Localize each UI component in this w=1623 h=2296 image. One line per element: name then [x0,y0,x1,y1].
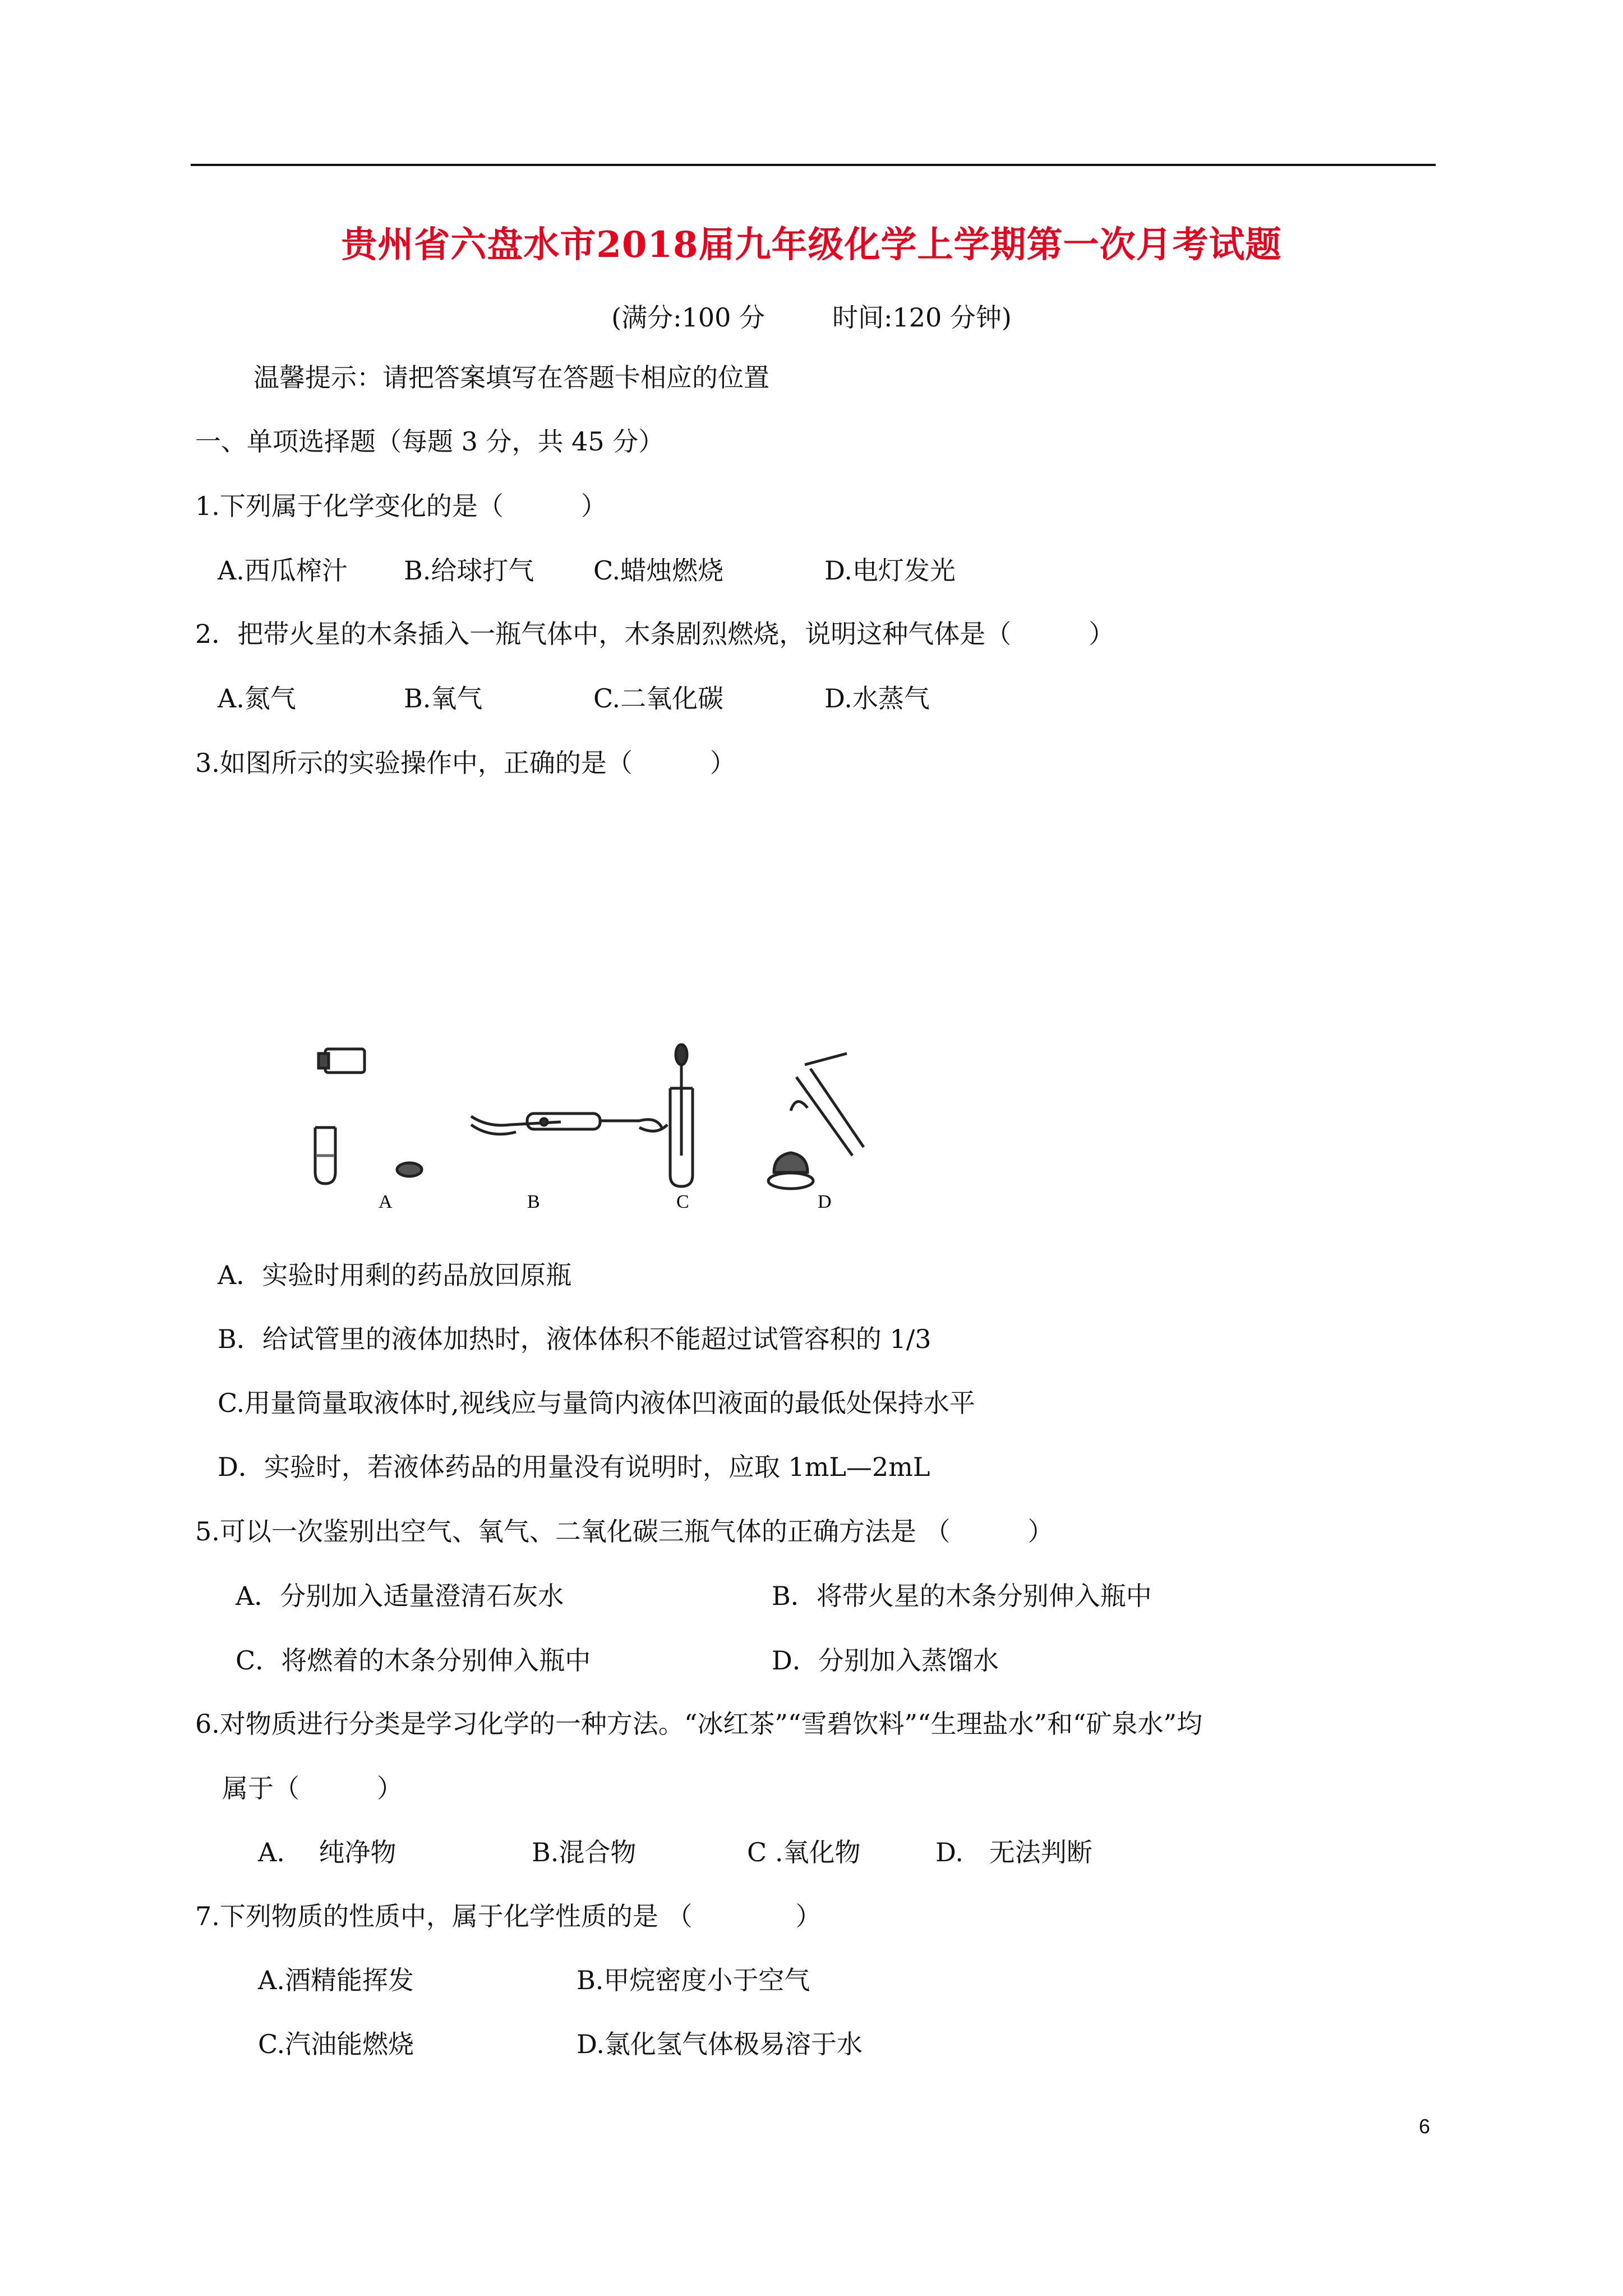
q5-stem: 5.可以一次鉴别出空气、氧气、二氧化碳三瓶气体的正确方法是 （ ） [195,1516,1054,1547]
figure-label-c: C [676,1191,689,1212]
q7-option-b: B.甲烷密度小于空气 [577,1965,810,1995]
figure-c-dropper-in-tube [670,1045,693,1186]
q4-option-a: A．实验时用剩的药品放回原瓶 [218,1260,572,1290]
q6-option-d: D. 无法判断 [935,1837,1092,1867]
exam-title: 贵州省六盘水市2018届九年级化学上学期第一次月考试题 [341,224,1282,266]
figure-d-heating-tube [768,1053,864,1189]
q6-option-a: A. 纯净物 [258,1837,396,1867]
q5-option-c: C．将燃着的木条分别伸入瓶中 [236,1645,591,1676]
full-score: (满分:100 分 [611,302,765,333]
figure-label-b: B [527,1191,540,1212]
q6-stem-line1: 6.对物质进行分类是学习化学的一种方法。“冰红茶”“雪碧饮料”“生理盐水”和“矿泉水”均 [195,1709,1203,1739]
figure-label-a: A [379,1191,393,1212]
q2-option-d: D.水蒸气 [824,683,930,714]
q1-option-d: D.电灯发光 [824,555,956,586]
q7-option-d: D.氯化氢气体极易溶于水 [577,2029,863,2059]
q2-option-c: C.二氧化碳 [593,683,724,714]
q7-option-a: A.酒精能挥发 [258,1965,414,1995]
q7-stem: 7.下列物质的性质中，属于化学性质的是 （ ） [195,1901,822,1931]
q6-option-c: C .氧化物 [747,1837,861,1867]
q5-option-a: A．分别加入适量澄清石灰水 [236,1581,564,1611]
figure-a-pouring-liquid [315,1049,422,1184]
exam-time: 时间:120 分钟) [832,302,1012,333]
q4-option-b: B．给试管里的液体加热时，液体体积不能超过试管容积的 1/3 [218,1324,932,1354]
q2-option-a: A.氮气 [218,683,296,714]
q1-option-c: C.蜡烛燃烧 [593,555,724,586]
q1-option-a: A.西瓜榨汁 [218,555,348,586]
q2-stem: 2．把带火星的木条插入一瓶气体中，木条剧烈燃烧，说明这种气体是（ ） [195,619,1115,649]
q5-option-b: B．将带火星的木条分别伸入瓶中 [772,1581,1152,1611]
tip-text: 温馨提示：请把答案填写在答题卡相应的位置 [253,362,769,393]
q1-option-b: B.给球打气 [404,555,534,586]
q2-option-b: B.氧气 [404,683,483,714]
q6-option-b: B.混合物 [532,1837,637,1867]
q5-option-d: D．分别加入蒸馏水 [772,1645,999,1676]
q3-stem: 3.如图所示的实验操作中，正确的是（ ） [195,748,736,778]
q1-stem: 1.下列属于化学变化的是（ ） [195,491,607,521]
header-rule [191,164,1436,166]
figure-b-inserting-solid [471,1114,667,1134]
q4-option-d: D．实验时，若液体药品的用量没有说明时，应取 1mL—2mL [218,1452,930,1482]
exam-meta [0,297,1623,334]
lab-operations-figure [303,1043,948,1234]
q7-option-c: C.汽油能燃烧 [258,2029,414,2059]
figure-label-d: D [818,1191,832,1212]
q6-stem-line2: 属于（ ） [222,1773,403,1803]
q4-option-c: C.用量筒量取液体时,视线应与量筒内液体凹液面的最低处保持水平 [218,1388,975,1418]
section-heading: 一、单项选择题（每题 3 分，共 45 分） [195,426,665,457]
page-number: 6 [1419,2115,1431,2138]
